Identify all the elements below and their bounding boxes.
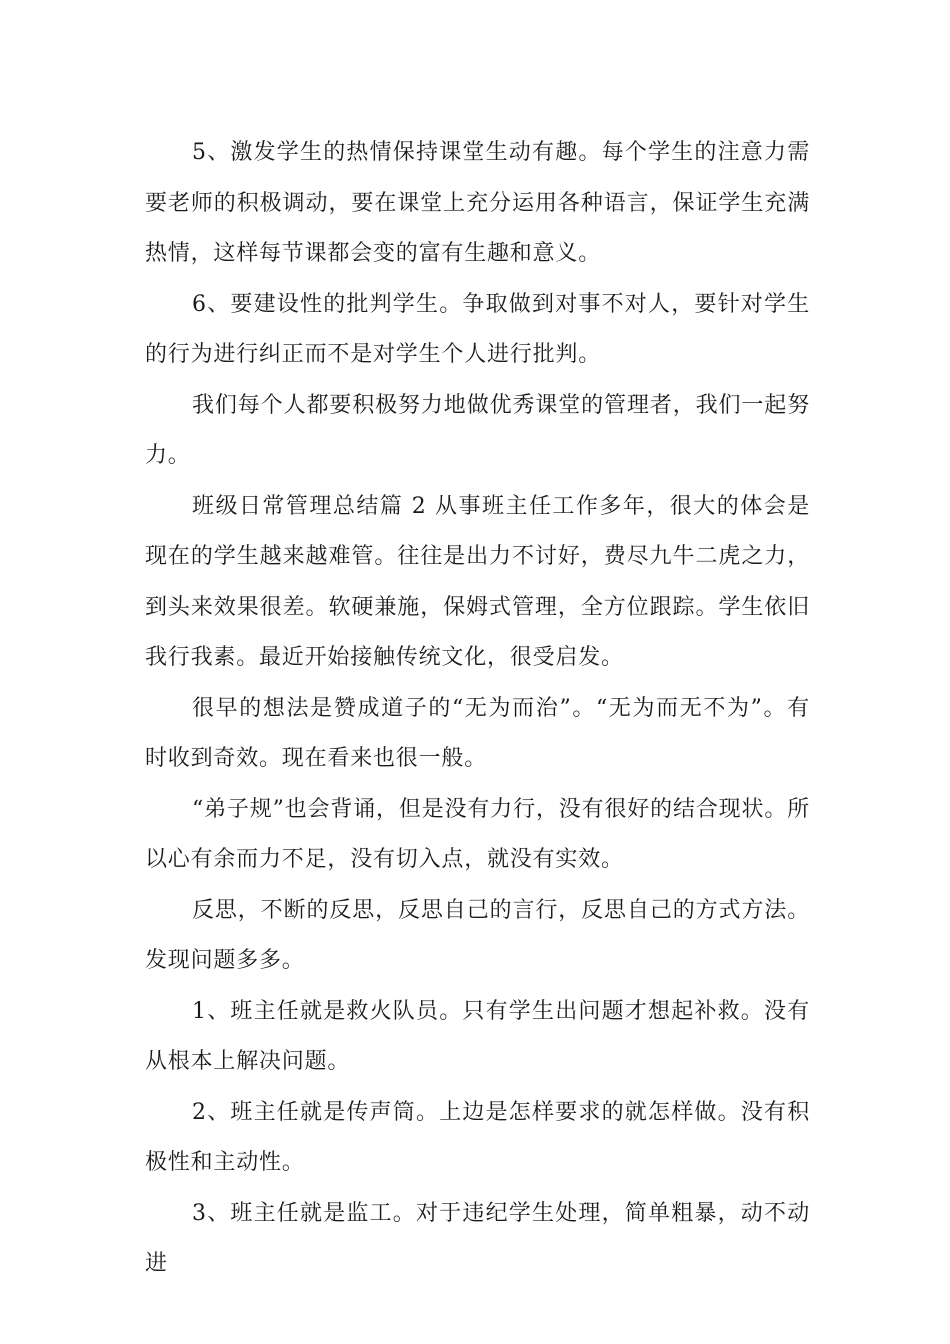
paragraph-tip-5: 5、激发学生的热情保持课堂生动有趣。每个学生的注意力需要老师的积极调动，要在课堂上充分运用各种语言，保证学生充满热情，这样每节课都会变的富有生趣和意义。 xyxy=(145,140,810,266)
paragraph-point-2: 2、班主任就是传声筒。上边是怎样要求的就怎样做。没有积极性和主动性。 xyxy=(145,1099,810,1175)
paragraph-reflection: 反思，不断的反思，反思自己的言行，反思自己的方式方法。发现问题多多。 xyxy=(145,897,810,973)
paragraph-wuwei: 很早的想法是赞成道子的“无为而治”。“无为而无不为”。有时收到奇效。现在看来也很一般。 xyxy=(145,695,810,771)
paragraph-conclusion: 我们每个人都要积极努力地做优秀课堂的管理者，我们一起努力。 xyxy=(145,392,810,468)
paragraph-article-2-intro: 班级日常管理总结篇 2 从事班主任工作多年，很大的体会是现在的学生越来越难管。往往是出力不讨好，费尽九牛二虎之力，到头来效果很差。软硬兼施，保姆式管理，全方位跟踪。学生依旧我行我素。最近开始接触传统文化，很受启发。 xyxy=(145,493,810,670)
paragraph-tip-6: 6、要建设性的批判学生。争取做到对事不对人，要针对学生的行为进行纠正而不是对学生个人进行批判。 xyxy=(145,291,810,367)
paragraph-dizigui: “弟子规”也会背诵，但是没有力行，没有很好的结合现状。所以心有余而力不足，没有切入点，就没有实效。 xyxy=(145,796,810,872)
paragraph-point-3: 3、班主任就是监工。对于违纪学生处理，简单粗暴，动不动进 xyxy=(145,1200,810,1276)
document-body xyxy=(145,128,810,1290)
paragraph-point-1: 1、班主任就是救火队员。只有学生出问题才想起补救。没有从根本上解决问题。 xyxy=(145,998,810,1074)
